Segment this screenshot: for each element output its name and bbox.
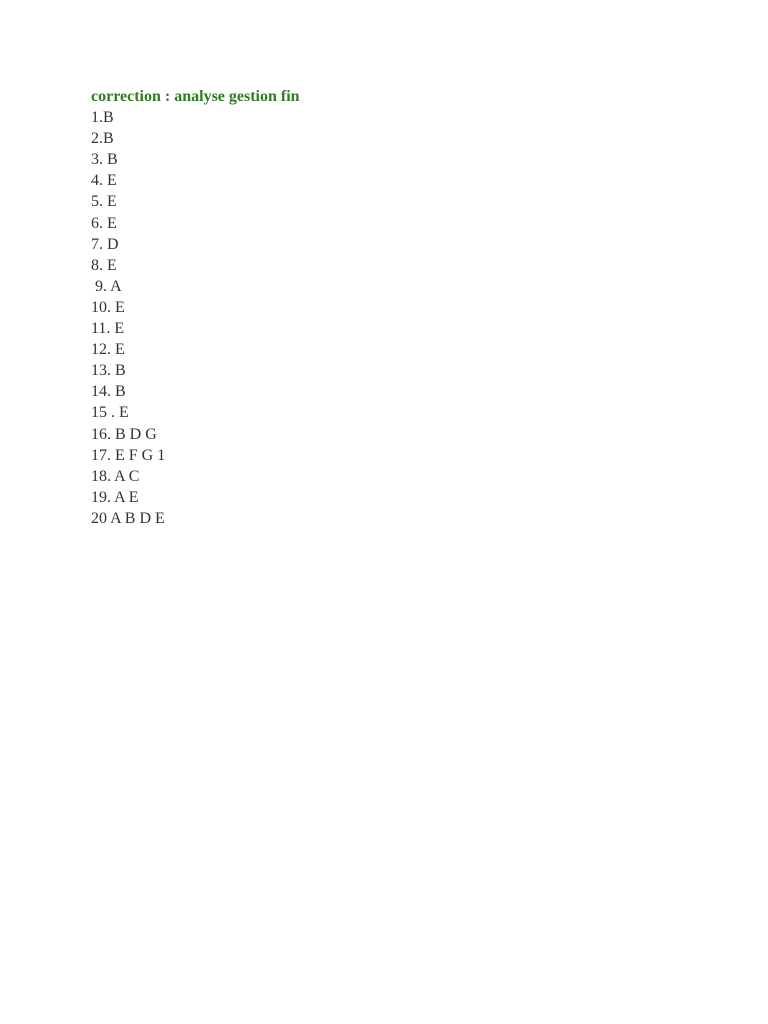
answer-line: 9. A (91, 277, 122, 295)
answer-key (91, 86, 300, 529)
answer-line: 13. B (91, 362, 126, 380)
document-title: correction : analyse gestion fin (91, 88, 300, 105)
answer-line: 12. E (91, 341, 125, 359)
answer-line: 2.B (91, 130, 114, 148)
answer-line: 14. B (91, 383, 126, 401)
answer-line: 11. E (91, 320, 125, 338)
answer-line: 16. B D G (91, 425, 157, 443)
answer-line: 17. E F G 1 (91, 446, 166, 464)
answer-line: 8. E (91, 256, 117, 274)
answer-line: 19. A E (91, 488, 139, 506)
answer-line: 4. E (91, 172, 117, 190)
answer-line: 6. E (91, 214, 117, 232)
answer-line: 7. D (91, 235, 119, 253)
answer-line: 5. E (91, 193, 117, 211)
answer-line: 3. B (91, 151, 118, 169)
answer-line: 18. A C (91, 467, 140, 485)
answer-line: 15 . E (91, 404, 129, 422)
answer-line: 10. E (91, 298, 125, 316)
answer-line: 1.B (91, 109, 114, 127)
answer-line: 20 A B D E (91, 509, 165, 527)
